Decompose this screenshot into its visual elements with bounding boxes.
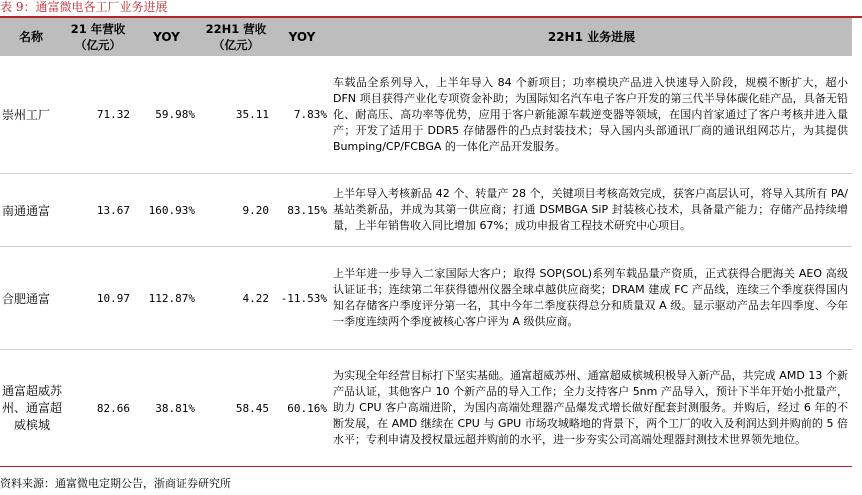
- progress-text: 为实现全年经营目标打下坚实基础。通富超威苏州、通富超威槟城积极导入新产品，共完成 AMD 13 个新产品认证，其他客户 10 个新产品的导入工作；全力支持客户 5nm 产品导入，预计下半年开始小批量产，助力 CPU 客户高端进阶，为国内高端处理器产品爆发式增长做好配套封测服务。并购后，经过 6 年的不断发展，在 AMD 继续在 CPU 与 GPU 市场攻城略地的背景下，两个工厂的收入及利润达到并购前的 5 倍水平；专利申请及授权量远超并购前的水平，进一步夯实公司高端处理器封测技术世界领先地位。: [331, 350, 852, 467]
- header-row: [0, 18, 852, 56]
- factory-name: 通富超威苏州、通富超威槟城: [0, 350, 62, 467]
- revenue-22h1: 58.45: [199, 350, 273, 467]
- progress-text: 上半年导入考核新品 42 个、转量产 28 个，关键项目考核高效完成，获客户高层认可，将导入其所有 PA/基站类新品，并成为其第一供应商；打通 DSMBGA SiP 封装核心技术，具备量产能力；存储产品持续增量，上半年销售收入同比增加 67%；成功申报省工程技术研究中心项目。: [331, 174, 852, 247]
- yoy-22h1: 7.83%: [273, 56, 331, 174]
- revenue-22h1: 35.11: [199, 56, 273, 174]
- header-yoy22h1: YOY: [273, 18, 331, 56]
- table-row: [0, 174, 852, 247]
- header-rev21: 21 年营收（亿元）: [62, 18, 134, 56]
- header-rev22h1: 22H1 营收（亿元）: [199, 18, 273, 56]
- source-note: 资料来源：通富微电定期公告，浙商证券研究所: [0, 477, 231, 490]
- table-row: [0, 350, 852, 467]
- table-row: [0, 56, 852, 174]
- revenue-21: 71.32: [62, 56, 134, 174]
- factory-name: 南通通富: [0, 174, 62, 247]
- table-caption: 表 9：通富微电各工厂业务进展: [0, 0, 168, 14]
- header-progress: 22H1 业务进展: [331, 18, 852, 56]
- revenue-21: 10.97: [62, 247, 134, 350]
- yoy-22h1: 60.16%: [273, 350, 331, 467]
- revenue-21: 13.67: [62, 174, 134, 247]
- header-name: 名称: [0, 18, 62, 56]
- progress-text: 上半年进一步导入二家国际大客户；取得 SOP(SOL)系列车载品量产资质，正式获得合肥海关 AEO 高级认证证书；连续第二年获得德州仪器全球卓越供应商奖；DRAM 建成 FC 产品线，连续三个季度获得国内知名存储客户季度评分第一名，其中今年二季度获得总分和质量双 A 级。显示驱动产品去年四季度、今年一季度连续两个季度被核心客户评为 A 级供应商。: [331, 247, 852, 350]
- header-yoy21: YOY: [134, 18, 199, 56]
- revenue-21: 82.66: [62, 350, 134, 467]
- factory-progress-table: [0, 18, 852, 467]
- yoy-21: 112.87%: [134, 247, 199, 350]
- yoy-22h1: -11.53%: [273, 247, 331, 350]
- revenue-22h1: 4.22: [199, 247, 273, 350]
- factory-name: 崇州工厂: [0, 56, 62, 174]
- table-row: [0, 247, 852, 350]
- yoy-22h1: 83.15%: [273, 174, 331, 247]
- yoy-21: 59.98%: [134, 56, 199, 174]
- factory-name: 合肥通富: [0, 247, 62, 350]
- revenue-22h1: 9.20: [199, 174, 273, 247]
- yoy-21: 160.93%: [134, 174, 199, 247]
- yoy-21: 38.81%: [134, 350, 199, 467]
- progress-text: 车载品全系列导入，上半年导入 84 个新项目；功率模块产品进入快速导入阶段，规模不断扩大，超小 DFN 项目获得产业化专项资金补助；为国际知名汽车电子客户开发的第三代半导体碳化硅产品，具备无铅化、耐高压、高功率等优势，应用于客户新能源车载逆变器等领域，在国内首家通过了客户考核并进入量产；开发了适用于 DDR5 存储器件的凸点封装技术；导入国内头部通讯厂商的通讯组网芯片，为其提供 Bumping/CP/FCBGA 的一体化产品开发服务。: [331, 56, 852, 174]
